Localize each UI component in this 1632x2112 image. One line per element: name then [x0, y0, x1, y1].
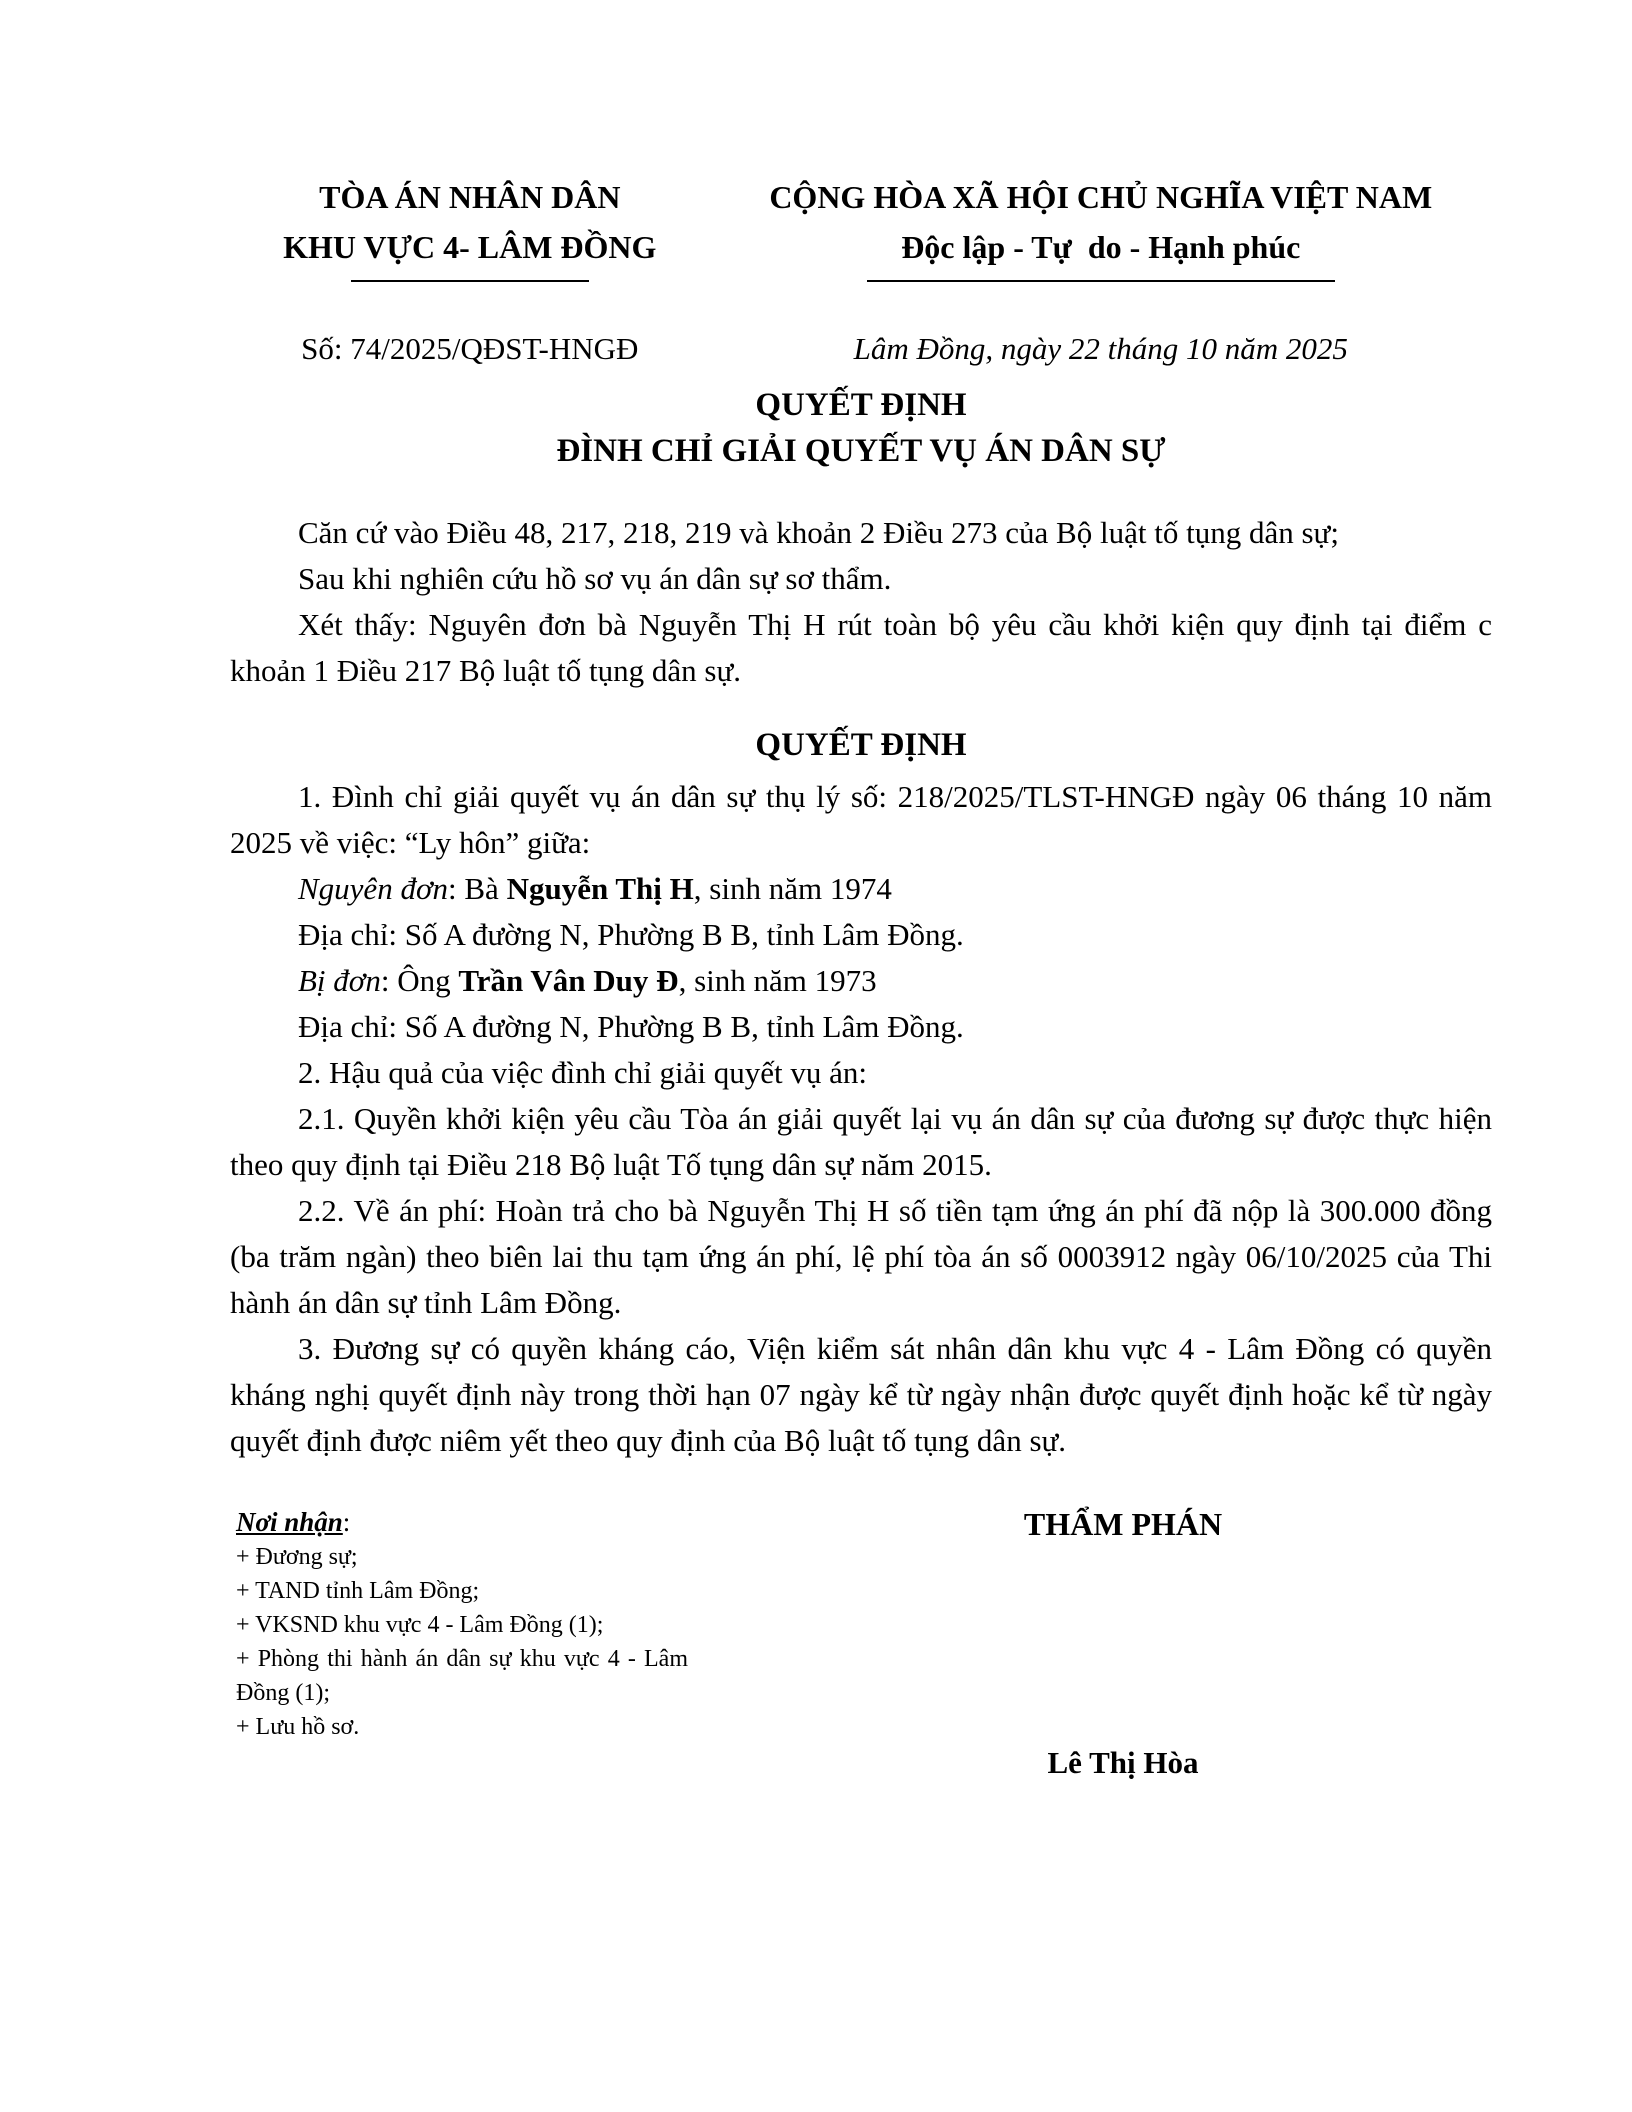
recipient-item: + Lưu hồ sơ. [236, 1714, 360, 1740]
decision-section-heading: QUYẾT ĐỊNH [755, 727, 967, 763]
decision-item-2-2: 2.2. Về án phí: Hoàn trả cho bà Nguyễn Thị H số tiền tạm ứng án phí đã nộp là 300.000 đồng (ba trăm ngàn) theo biên lai thu tạm ứng án phí, lệ phí tòa án số 0003912 ngày 06/10/2025 của Thi hành án dân sự tỉnh Lâm Đồng. [230, 1193, 1492, 1320]
republic-motto-line1: CỘNG HÒA XÃ HỘI CHỦ NGHĨA VIỆT NAM [769, 179, 1433, 215]
plaintiff-address: Địa chỉ: Số A đường N, Phường B B, tỉnh Lâm Đồng. [298, 917, 964, 952]
judge-title: THẨM PHÁN [1023, 1506, 1223, 1542]
republic-motto-line2: Độc lập - Tự do - Hạnh phúc [901, 229, 1301, 265]
plaintiff-label: Nguyên đơn [298, 871, 448, 906]
defendant-name: Trần Vân Duy Đ [458, 963, 679, 998]
plaintiff-mid: : Bà [448, 871, 507, 906]
defendant-line [230, 958, 1492, 1004]
court-name-line1: TÒA ÁN NHÂN DÂN [319, 179, 621, 215]
recipients-label-text: Nơi nhận [236, 1507, 343, 1537]
defendant-address: Địa chỉ: Số A đường N, Phường B B, tỉnh Lâm Đồng. [298, 1009, 964, 1044]
defendant-mid: : Ông [380, 963, 459, 998]
decision-item-2: 2. Hậu quả của việc đình chỉ giải quyết vụ án: [298, 1055, 868, 1090]
decision-item-3: 3. Đương sự có quyền kháng cáo, Viện kiểm sát nhân dân khu vực 4 - Lâm Đồng có quyền kháng nghị quyết định này trong thời hạn 07 ngày kể từ ngày nhận được quyết định hoặc kể từ ngày quyết định được niêm yết theo quy định của Bộ luật tố tụng dân sự. [230, 1331, 1492, 1458]
preamble-paragraph: Xét thấy: Nguyên đơn bà Nguyễn Thị H rút toàn bộ yêu cầu khởi kiện quy định tại điểm c khoản 1 Điều 217 Bộ luật tố tụng dân sự. [230, 607, 1492, 688]
national-header-rule [867, 280, 1335, 282]
defendant-label: Bị đơn [298, 963, 381, 998]
signature-block [898, 1504, 1348, 1786]
defendant-rest: , sinh năm 1973 [678, 963, 877, 998]
document-header [230, 172, 1492, 282]
recipient-item: + VKSND khu vực 4 - Lâm Đồng (1); [236, 1612, 604, 1638]
court-name-line2: KHU VỰC 4- LÂM ĐỒNG [283, 229, 657, 265]
document-title [230, 382, 1492, 474]
recipient-item: + Đương sự; [236, 1544, 358, 1570]
preamble-paragraph: Sau khi nghiên cứu hồ sơ vụ án dân sự sơ thẩm. [298, 561, 892, 596]
plaintiff-name: Nguyễn Thị H [506, 871, 694, 906]
title-line1: QUYẾT ĐỊNH [755, 387, 967, 423]
court-header-rule [351, 280, 589, 282]
meta-row [230, 326, 1492, 372]
decision-item-2-1: 2.1. Quyền khởi kiện yêu cầu Tòa án giải quyết lại vụ án dân sự của đương sự được thực hiện theo quy định tại Điều 218 Bộ luật Tố tụng dân sự năm 2015. [230, 1101, 1492, 1182]
plaintiff-rest: , sinh năm 1974 [693, 871, 892, 906]
document-footer [230, 1504, 1492, 1786]
decision-item-1: 1. Đình chỉ giải quyết vụ án dân sự thụ lý số: 218/2025/TLST-HNGĐ ngày 06 tháng 10 năm 2025 về việc: “Ly hôn” giữa: [230, 779, 1492, 860]
national-header-block [710, 172, 1492, 282]
recipients-label-colon: : [342, 1507, 351, 1537]
preamble-paragraph: Căn cứ vào Điều 48, 217, 218, 219 và khoản 2 Điều 273 của Bộ luật tố tụng dân sự; [298, 515, 1339, 550]
recipients-label [236, 1504, 716, 1540]
title-line2: ĐÌNH CHỈ GIẢI QUYẾT VỤ ÁN DÂN SỰ [556, 433, 1166, 469]
document-number: Số: 74/2025/QĐST-HNGĐ [301, 331, 639, 366]
recipients-block [236, 1504, 716, 1744]
plaintiff-line [230, 866, 1492, 912]
date-line: Lâm Đồng, ngày 22 tháng 10 năm 2025 [853, 331, 1348, 366]
recipient-item: + Phòng thi hành án dân sự khu vực 4 - Lâm Đồng (1); [236, 1646, 688, 1706]
recipient-item: + TAND tỉnh Lâm Đồng; [236, 1578, 480, 1604]
court-header-block [230, 172, 710, 282]
document-body [230, 510, 1492, 1464]
judge-name: Lê Thị Hòa [1047, 1745, 1199, 1780]
